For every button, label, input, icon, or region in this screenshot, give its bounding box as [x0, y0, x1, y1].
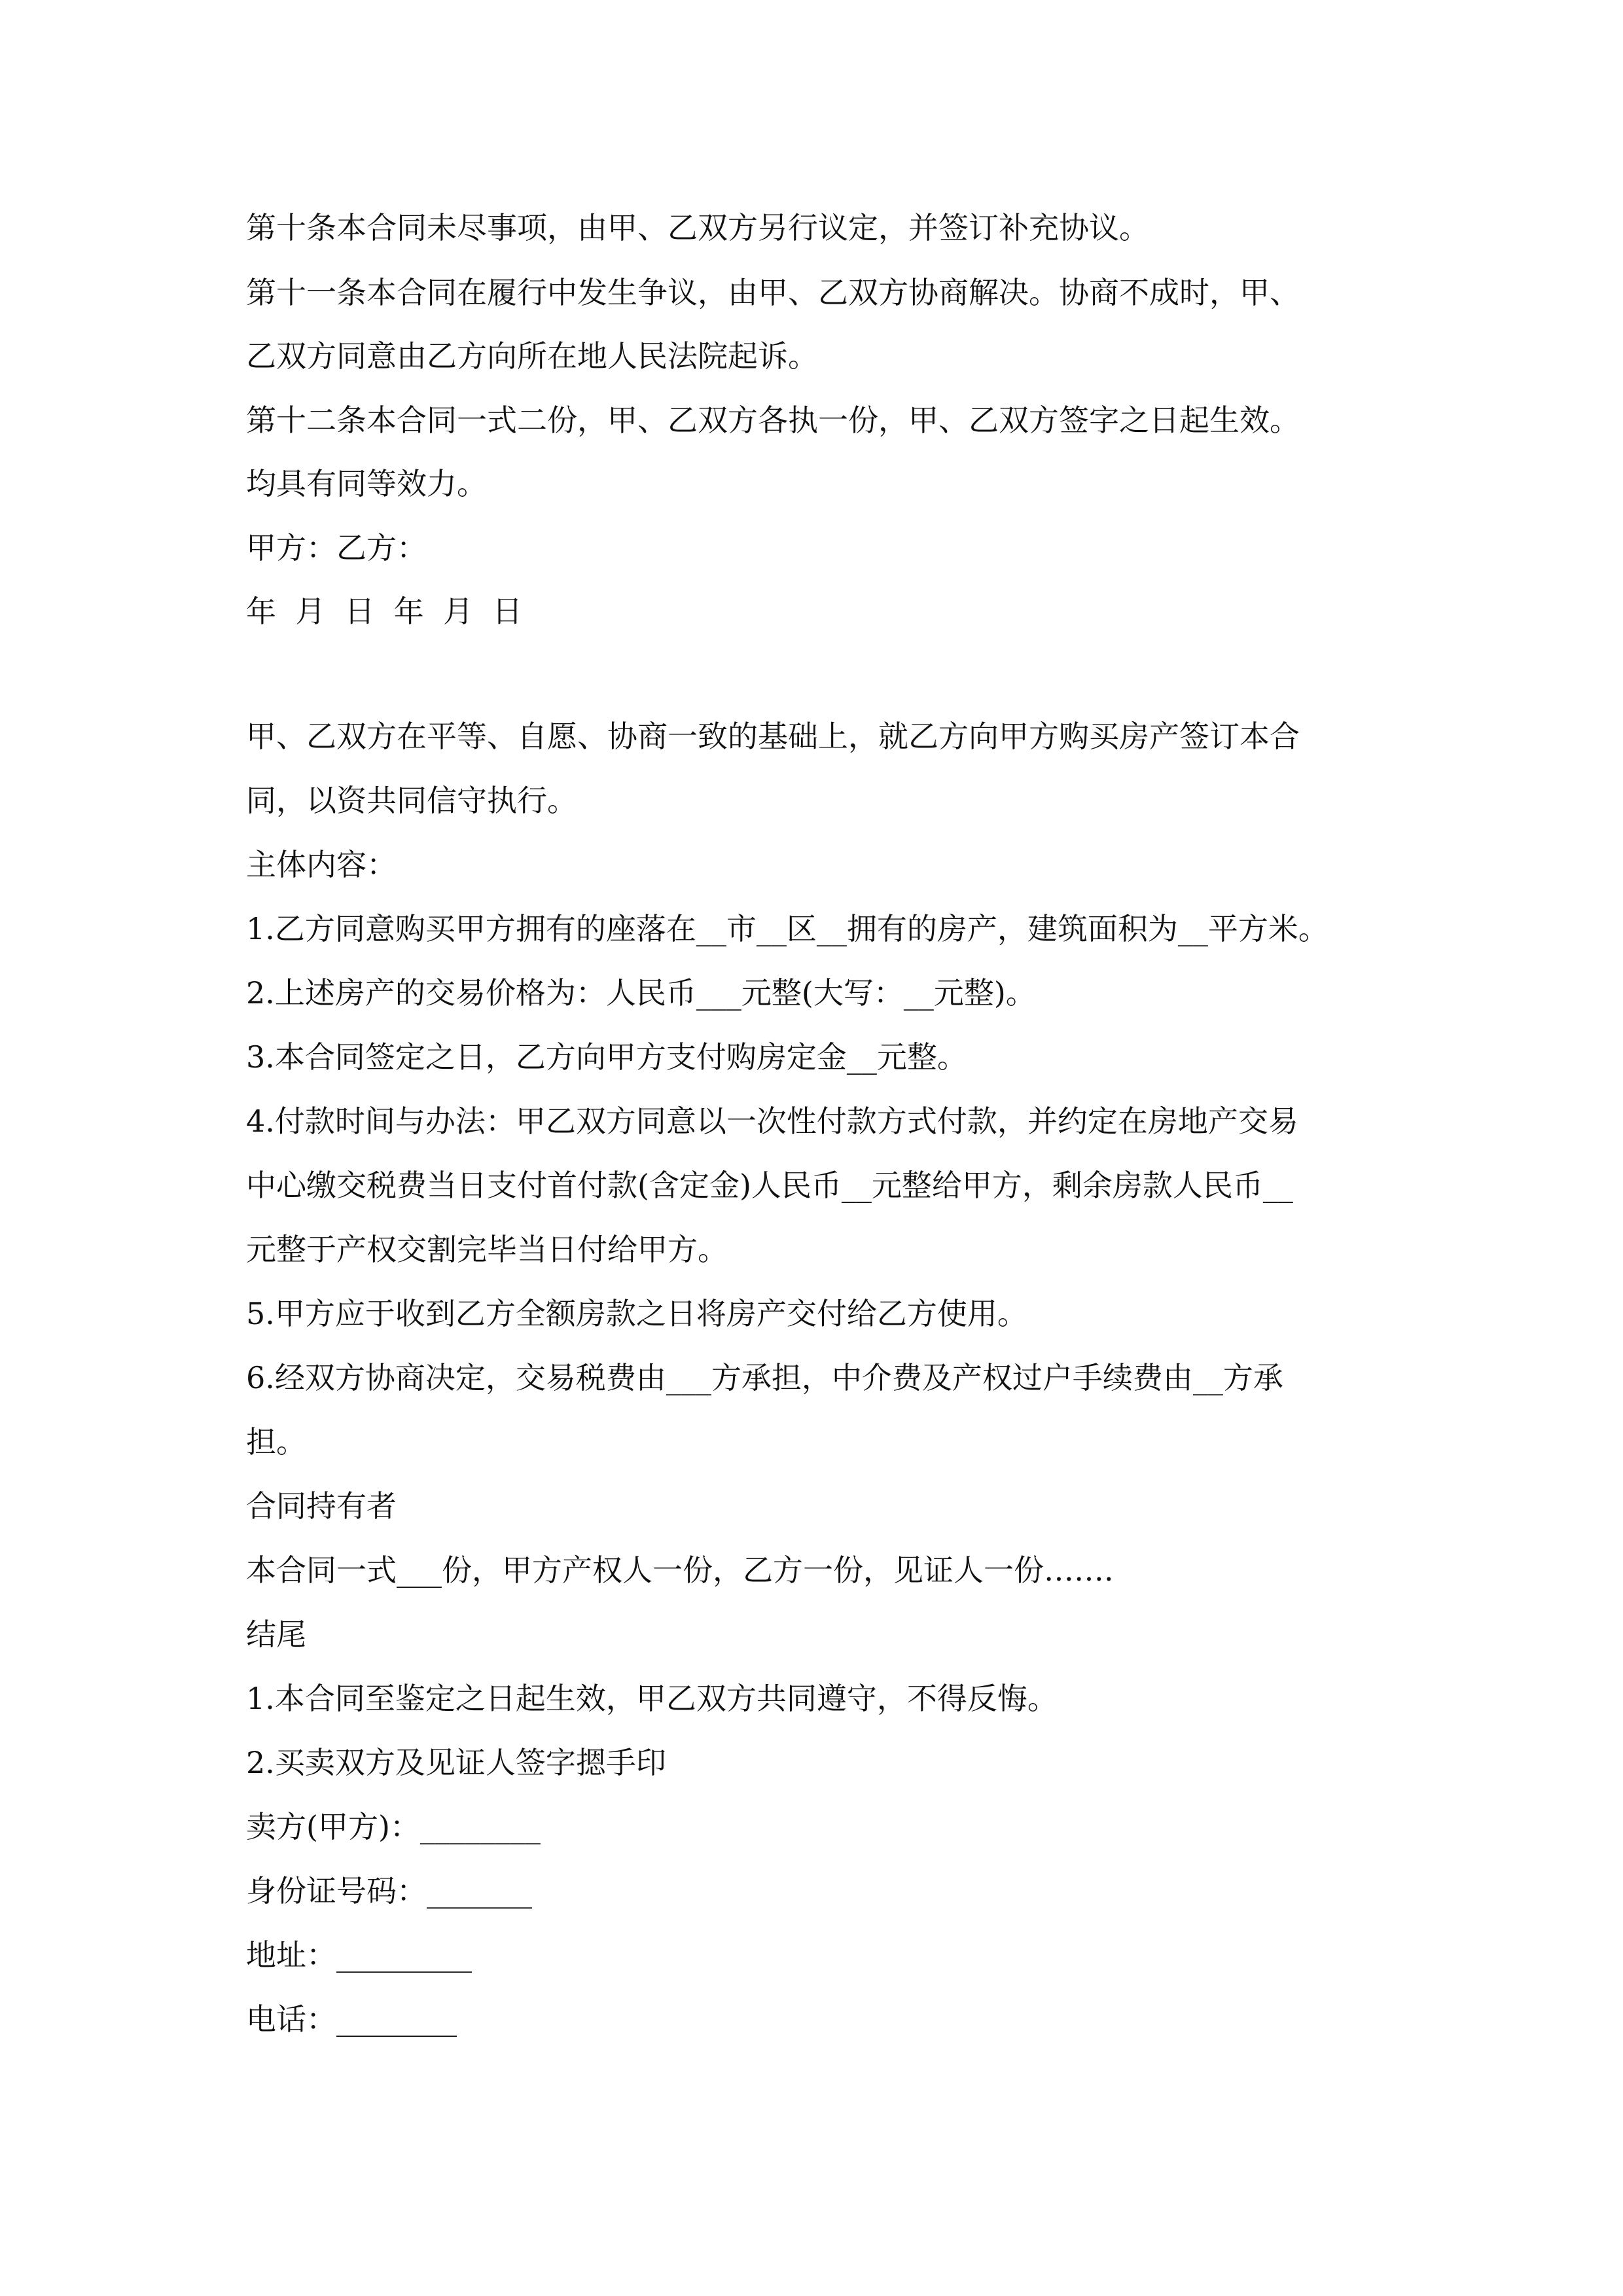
- article-11-line-1: 第十一条本合同在履行中发生争议，由甲、乙双方协商解决。协商不成时，甲、: [246, 275, 1300, 310]
- item-6-line-1: 6.经双方协商决定，交易税费由___方承担，中介费及产权过户手续费由__方承: [246, 1360, 1283, 1395]
- holder-heading: 合同持有者: [246, 1488, 397, 1524]
- item-4-line-2: 中心缴交税费当日支付首付款(含定金)人民币__元整给甲方，剩余房款人民币__: [246, 1168, 1293, 1203]
- phone-field: 电话：________: [246, 2001, 457, 2037]
- id-number-field: 身份证号码：_______: [246, 1873, 532, 1909]
- item-4-line-3: 元整于产权交割完毕当日付给甲方。: [246, 1232, 728, 1267]
- holder-text: 本合同一式___份，甲方产权人一份，乙方一份，见证人一份…….: [246, 1552, 1114, 1588]
- ending-item-1: 1.本合同至鉴定之日起生效，甲乙双方共同遵守，不得反悔。: [246, 1681, 1058, 1716]
- item-6-line-2: 担。: [246, 1424, 306, 1460]
- parties-line: 甲方：乙方：: [246, 530, 427, 565]
- item-4-line-1: 4.付款时间与办法：甲乙双方同意以一次性付款方式付款，并约定在房地产交易: [246, 1103, 1298, 1139]
- article-12-line-1: 第十二条本合同一式二份，甲、乙双方各执一份，甲、乙双方签字之日起生效。: [246, 403, 1300, 438]
- intro-line-2: 同，以资共同信守执行。: [246, 783, 577, 818]
- article-12-line-2: 均具有同等效力。: [246, 466, 487, 501]
- item-2: 2.上述房产的交易价格为：人民币___元整(大写：__元整)。: [246, 975, 1036, 1011]
- item-5: 5.甲方应于收到乙方全额房款之日将房产交付给乙方使用。: [246, 1296, 1027, 1331]
- article-11-line-2: 乙双方同意由乙方向所在地人民法院起诉。: [246, 338, 818, 374]
- intro-line-1: 甲、乙双方在平等、自愿、协商一致的基础上，就乙方向甲方购买房产签订本合: [246, 719, 1300, 754]
- ending-item-2: 2.买卖双方及见证人签字摁手印: [246, 1745, 666, 1780]
- item-3: 3.本合同签定之日，乙方向甲方支付购房定金__元整。: [246, 1039, 967, 1075]
- article-10: 第十条本合同未尽事项，由甲、乙双方另行议定，并签订补充协议。: [246, 210, 1149, 245]
- main-content-heading: 主体内容：: [246, 847, 397, 882]
- ending-heading: 结尾: [246, 1617, 306, 1652]
- seller-field: 卖方(甲方)：________: [246, 1809, 541, 1844]
- address-field: 地址：_________: [246, 1937, 472, 1973]
- item-1: 1.乙方同意购买甲方拥有的座落在__市__区__拥有的房产，建筑面积为__平方米。: [246, 911, 1329, 946]
- date-line: 年 月 日 年 月 日: [246, 594, 523, 629]
